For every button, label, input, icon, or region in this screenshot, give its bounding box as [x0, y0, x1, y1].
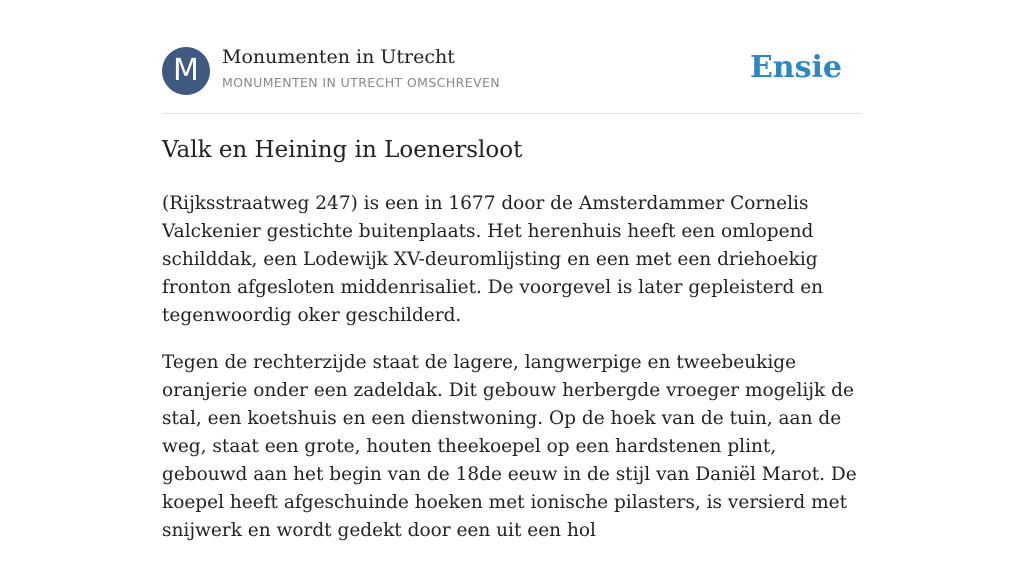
collection-avatar[interactable]: M — [162, 47, 210, 95]
article-paragraph: (Rijksstraatweg 247) is een in 1677 door de Amsterdammer Cornelis Valckenier gestichte buitenplaats. Het herenhuis heeft een omlopend schilddak, een Lodewijk XV-deuromlijsting en een met een driehoekig fronton afgesloten middenrisaliet. De voorgevel is later gepleisterd en tegenwoordig oker geschilderd. — [162, 193, 824, 326]
collection-subtitle: MONUMENTEN IN UTRECHT OMSCHREVEN — [222, 75, 500, 90]
article-paragraph: Tegen de rechterzijde staat de lagere, langwerpige en tweebeukige oranjerie onder een zadeldak. Dit gebouw herbergde vroeger mogelijk de stal, een koetshuis en een dienstwoning. Op de hoek van de tuin, aan de weg, staat een grote, houten theekoepel op een hardstenen plint, gebouwd aan het begin van de 18de eeuw in de stijl van Daniël Marot. De koepel heeft afgeschuinde hoeken met ionische pilasters, is versierd met snijwerk en wordt gedekt door een uit een hol — [162, 352, 857, 541]
collection-title[interactable]: Monumenten in Utrecht — [222, 46, 455, 68]
article-body — [162, 190, 864, 564]
brand-logo-link[interactable]: Ensie — [749, 50, 842, 85]
header-divider — [162, 113, 862, 114]
article-title: Valk en Heining in Loenersloot — [162, 137, 523, 163]
page-header — [162, 46, 862, 96]
